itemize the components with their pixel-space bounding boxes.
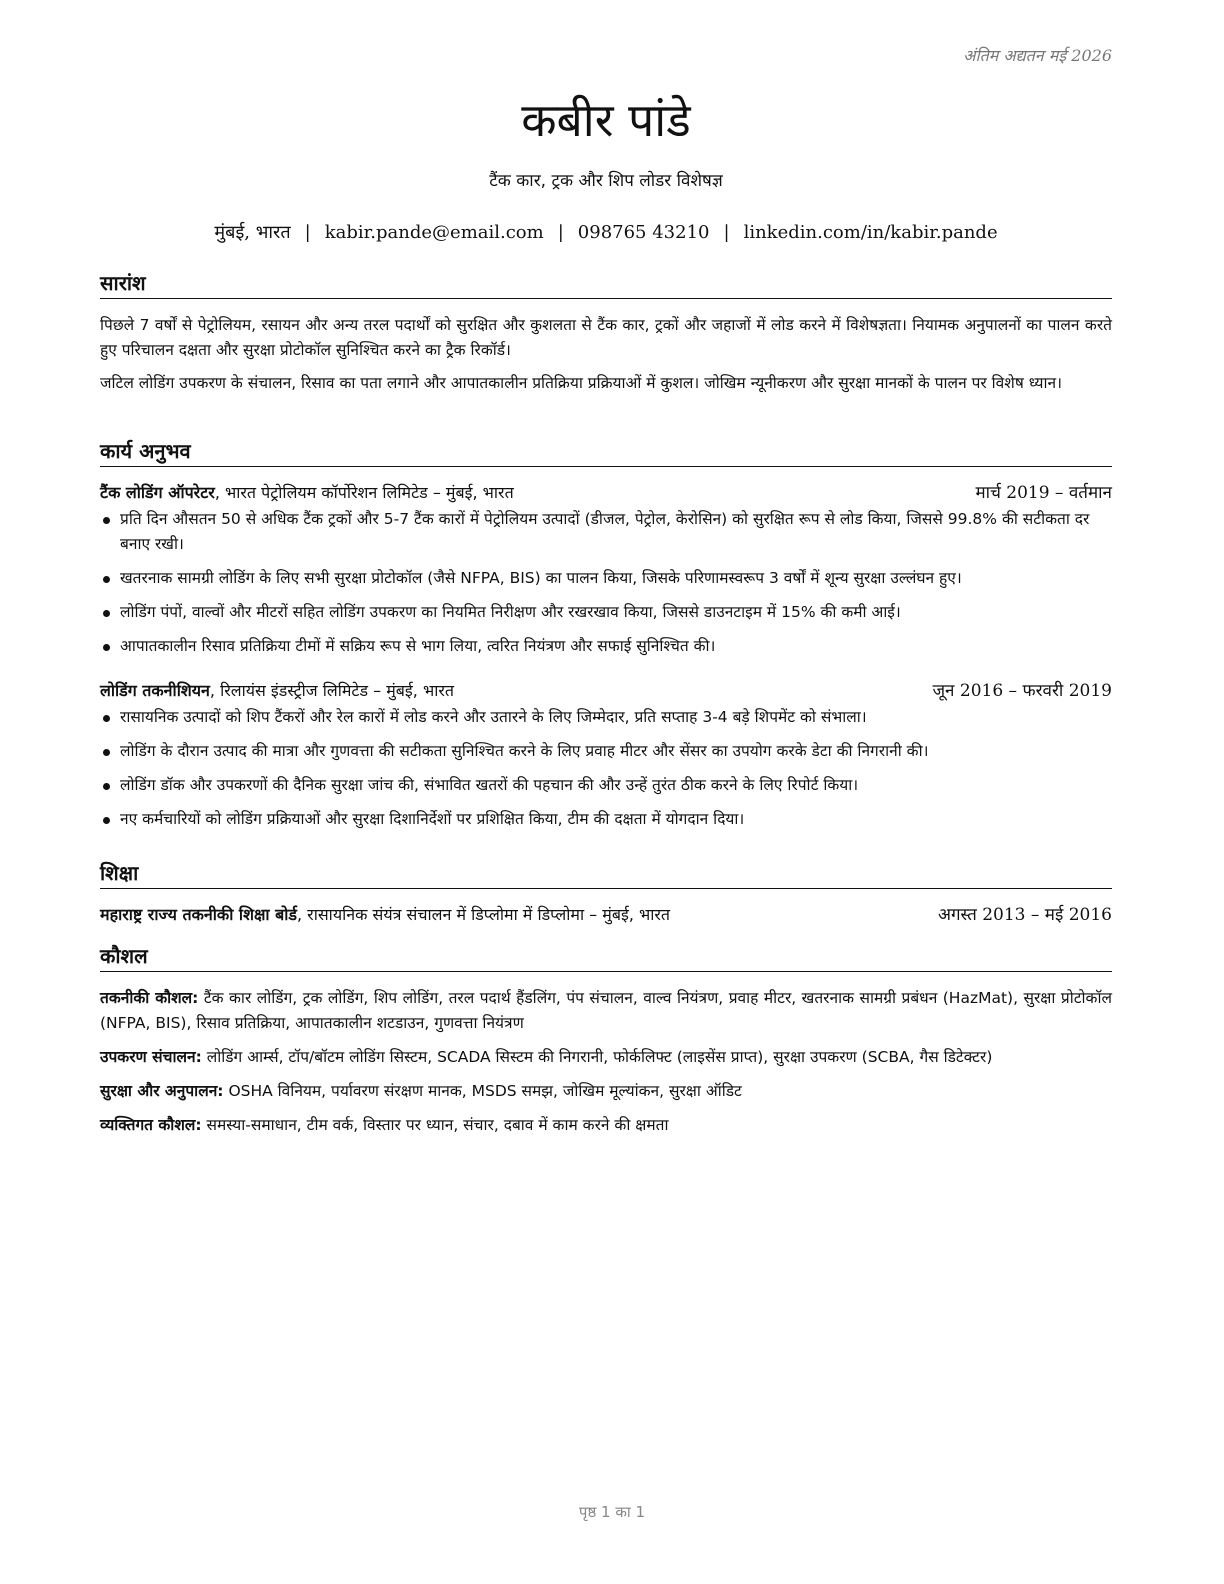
resume-page — [100, 0, 1112, 1584]
education-entry — [100, 903, 1112, 927]
candidate-title: टैंक कार, ट्रक और शिप लोडर विशेषज्ञ — [489, 171, 723, 191]
job-bullet: लोडिंग पंपों, वाल्वों और मीटरों सहित लोडिंग उपकरण का नियमित निरीक्षण और रखरखाव किया, जिससे डाउनटाइम में 15% की कमी आई। — [100, 600, 1112, 625]
education-section — [100, 860, 1112, 929]
summary-heading: सारांश — [100, 270, 1112, 299]
job-entry — [100, 679, 1112, 832]
skill-text: लोडिंग आर्म्स, टॉप/बॉटम लोडिंग सिस्टम, SCADA सिस्टम की निगरानी, फोर्कलिफ्ट (लाइसेंस प्राप्त), सुरक्षा उपकरण (SCBA, गैस डिटेक्टर) — [201, 1048, 993, 1066]
job-entry — [100, 481, 1112, 659]
job-org: , रिलायंस इंडस्ट्रीज लिमिटेड – मुंबई, भारत — [209, 681, 455, 700]
job-org: , भारत पेट्रोलियम कॉर्पोरेशन लिमिटेड – मुंबई, भारत — [214, 483, 514, 502]
experience-section — [100, 438, 1112, 841]
summary-section — [100, 270, 1112, 404]
job-header — [100, 679, 1112, 703]
job-title-org — [100, 481, 514, 505]
skill-row — [100, 1045, 1112, 1070]
skill-label: सुरक्षा और अनुपालन: — [100, 1082, 224, 1100]
job-bullet: खतरनाक सामग्री लोडिंग के लिए सभी सुरक्षा प्रोटोकॉल (जैसे NFPA, BIS) का पालन किया, जिसके परिणामस्वरूप 3 वर्षों में शून्य सुरक्षा उल्लंघन हुए। — [100, 566, 1112, 591]
contact-location: मुंबई, भारत — [214, 222, 291, 243]
contact-linkedin[interactable]: linkedin.com/in/kabir.pande — [743, 222, 998, 243]
job-bullet: नए कर्मचारियों को लोडिंग प्रक्रियाओं और सुरक्षा दिशानिर्देशों पर प्रशिक्षित किया, टीम की दक्षता में योगदान दिया। — [100, 807, 1112, 832]
job-dates: मार्च 2019 – वर्तमान — [975, 483, 1112, 503]
education-institution: महाराष्ट्र राज्य तकनीकी शिक्षा बोर्ड — [100, 905, 297, 924]
skill-label: तकनीकी कौशल: — [100, 989, 199, 1007]
job-bullet: आपातकालीन रिसाव प्रतिक्रिया टीमों में सक्रिय रूप से भाग लिया, त्वरित नियंत्रण और सफाई सुनिश्चित की। — [100, 634, 1112, 659]
education-text — [100, 903, 670, 927]
skill-text: टैंक कार लोडिंग, ट्रक लोडिंग, शिप लोडिंग, तरल पदार्थ हैंडलिंग, पंप संचालन, वाल्व नियंत्रण, प्रवाह मीटर, खतरनाक सामग्री प्रबंधन (HazMat), सुरक्षा प्रोटोकॉल (NFPA, BIS), रिसाव प्रतिक्रिया, आपातकालीन शटडाउन, गुणवत्ता नियंत्रण — [100, 989, 1112, 1032]
skill-label: उपकरण संचालन: — [100, 1048, 202, 1066]
contact-separator: | — [304, 222, 311, 243]
job-role: लोडिंग तकनीशियन — [100, 681, 210, 700]
candidate-name: कबीर पांडे — [521, 93, 691, 147]
last-updated: अंतिम अद्यतन मई 2026 — [963, 46, 1112, 65]
job-header — [100, 481, 1112, 505]
skill-text: OSHA विनियम, पर्यावरण संरक्षण मानक, MSDS समझ, जोखिम मूल्यांकन, सुरक्षा ऑडिट — [223, 1082, 742, 1100]
summary-paragraph: पिछले 7 वर्षों से पेट्रोलियम, रसायन और अन्य तरल पदार्थों को सुरक्षित और कुशलता से टैंक कार, ट्रकों और जहाजों में लोड करने में विशेषज्ञता। नियामक अनुपालनों का पालन करते हुए परिचालन दक्षता और सुरक्षा प्रोटोकॉल सुनिश्चित करने का ट्रैक रिकॉर्ड। — [100, 316, 1112, 359]
contact-line — [100, 220, 1112, 244]
contact-separator: | — [557, 222, 564, 243]
job-bullet: लोडिंग के दौरान उत्पाद की मात्रा और गुणवत्ता की सटीकता सुनिश्चित करने के लिए प्रवाह मीटर और सेंसर का उपयोग करके डेटा की निगरानी की। — [100, 739, 1112, 764]
contact-email[interactable]: kabir.pande@email.com — [324, 222, 544, 243]
skill-text: समस्या-समाधान, टीम वर्क, विस्तार पर ध्यान, संचार, दबाव में काम करने की क्षमता — [201, 1116, 669, 1134]
skills-section — [100, 943, 1112, 1147]
job-title-org — [100, 679, 454, 703]
skill-row — [100, 1113, 1112, 1138]
contact-phone: 098765 43210 — [577, 222, 710, 243]
job-bullet: लोडिंग डॉक और उपकरणों की दैनिक सुरक्षा जांच की, संभावित खतरों की पहचान की और उन्हें तुरंत ठीक करने के लिए रिपोर्ट किया। — [100, 773, 1112, 798]
education-heading: शिक्षा — [100, 860, 1112, 889]
skill-row — [100, 1079, 1112, 1104]
experience-heading: कार्य अनुभव — [100, 438, 1112, 467]
skill-row — [100, 986, 1112, 1036]
job-bullet: प्रति दिन औसतन 50 से अधिक टैंक ट्रकों और 5-7 टैंक कारों में पेट्रोलियम उत्पादों (डीजल, पेट्रोल, केरोसिन) को सुरक्षित रूप से लोड किया, जिससे 99.8% की सटीकता दर बनाए रखी। — [100, 507, 1112, 557]
job-bullets — [100, 507, 1112, 659]
education-detail: , रासायनिक संयंत्र संचालन में डिप्लोमा में डिप्लोमा – मुंबई, भारत — [297, 905, 671, 924]
job-role: टैंक लोडिंग ऑपरेटर — [100, 483, 215, 502]
job-bullet: रासायनिक उत्पादों को शिप टैंकरों और रेल कारों में लोड करने और उतारने के लिए जिम्मेदार, प्रति सप्ताह 3-4 बड़े शिपमेंट को संभाला। — [100, 705, 1112, 730]
summary-paragraph: जटिल लोडिंग उपकरण के संचालन, रिसाव का पता लगाने और आपातकालीन प्रतिक्रिया प्रक्रियाओं में कुशल। जोखिम न्यूनीकरण और सुरक्षा मानकों के पालन पर विशेष ध्यान। — [100, 374, 1063, 392]
education-dates: अगस्त 2013 – मई 2016 — [937, 905, 1112, 925]
job-dates: जून 2016 – फरवरी 2019 — [932, 681, 1112, 701]
job-bullets — [100, 705, 1112, 832]
skill-label: व्यक्तिगत कौशल: — [100, 1116, 202, 1134]
contact-separator: | — [723, 222, 730, 243]
page-number: पृष्ठ 1 का 1 — [578, 1503, 646, 1521]
skills-heading: कौशल — [100, 943, 1112, 972]
